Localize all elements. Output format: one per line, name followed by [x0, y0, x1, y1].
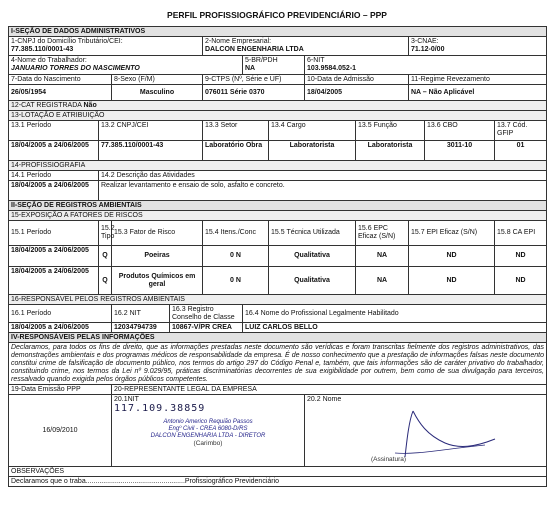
shift-regime-value: NA – Não Aplicável — [409, 85, 547, 101]
exp-row2-epi: ND — [409, 267, 495, 295]
signature-mark — [335, 409, 505, 459]
lot-col-periodo: 13.1 Período — [9, 121, 99, 141]
exp-col-fator: 15.3 Fator de Risco — [112, 221, 203, 246]
lot-cbo: 3011-10 — [425, 141, 495, 161]
observacoes-text: Declaramos que o traba...................................................Profissiográfico Previdenciário — [9, 477, 547, 487]
exp-row2-itens: 0 N — [203, 267, 269, 295]
cnpj-field: 1-CNPJ do Domicílio Tributário/CEI: 77.385.110/0001-43 — [9, 37, 203, 56]
ctps-label: 9-CTPS (Nº, Série e UF) — [203, 75, 305, 85]
admission-value: 18/04/2005 — [305, 85, 409, 101]
exp-col-epc: 15.6 EPC Eficaz (S/N) — [356, 221, 409, 246]
exp-row1-epi: ND — [409, 246, 495, 267]
prof-periodo: 18/04/2005 a 24/06/2005 — [9, 181, 99, 201]
lot-col-funcao: 13.5 Função — [356, 121, 425, 141]
exp-col-tipo: 15.2 Tipo — [99, 221, 112, 246]
exp-col-itens: 15.4 Itens./Conc — [203, 221, 269, 246]
lot-funcao: Laboratorista — [356, 141, 425, 161]
exp-row1-epc: NA — [356, 246, 409, 267]
lot-col-cnpj: 13.2 CNPJ/CEI — [99, 121, 203, 141]
rep-nit-value: 117.109.38859 — [114, 402, 206, 414]
company-stamp: Antonio Americo Requião Passos Engº Civil - CREA 6080-D/RS DALCON ENGENHARIA LTDA - DIRETOR — [150, 418, 266, 439]
section-2-header: II-SEÇÃO DE REGISTROS AMBIENTAIS — [9, 201, 547, 211]
worker-name-field: 4-Nome do Trabalhador: JANUARIO TORRES DO NASCIMENTO — [9, 56, 243, 75]
lot-periodo: 18/04/2005 a 24/06/2005 — [9, 141, 99, 161]
resp-registro: 10867-V/PR CREA — [170, 323, 243, 333]
exp-row1-itens: 0 N — [203, 246, 269, 267]
declaration-text: Declaramos, para todos os fins de direito, que as informações prestadas neste documento são verídicas e foram transcritas fielmente dos registros administrativos, das demonstrações ambientais e dos programas médicos de responsabilidade da empresa. É de nosso conhecimento que a prestação de informações falsas neste documento constitui crime de falsificação de documento público, nos termos do artigo 297 do Código Penal e, também, que tais informações são de caráter privativo do trabalhador, constituindo crime, nos termos da Lei nº 9.029/95, práticas discriminatórias decorrentes de sua exigibilidade por outrem, bem como de sua divulgação para terceiros, ressalvado quando exigida pelos órgãos públicos competentes. — [9, 343, 547, 385]
lotacao-header: 13-LOTAÇÃO E ATRIBUIÇÃO — [9, 111, 547, 121]
emission-date-value: 16/09/2010 — [9, 395, 112, 467]
profissiografia-header: 14-PROFISSIOGRAFIA — [9, 161, 547, 171]
exp-row1-tipo: Q — [99, 246, 112, 267]
lot-col-gfip: 13.7 Cód. GFIP — [495, 121, 547, 141]
legal-rep-label: 20-REPRESENTANTE LEGAL DA EMPRESA — [112, 385, 547, 395]
exp-row2-ca: ND — [495, 267, 547, 295]
exp-row2-tipo: Q — [99, 267, 112, 295]
exp-row1-tecnica: Qualitativa — [269, 246, 356, 267]
resp-col-nome: 16.4 Nome do Profissional Legalmente Habilitado — [243, 305, 547, 323]
lot-cargo: Laboratorista — [269, 141, 356, 161]
lot-setor: Laboratório Obra — [203, 141, 269, 161]
carimbo-caption: (Carimbo) — [193, 439, 223, 447]
nit-field: 6-NIT 103.9584.052-1 — [305, 56, 547, 75]
exp-col-epi: 15.7 EPI Eficaz (S/N) — [409, 221, 495, 246]
exp-col-ca: 15.8 CA EPI — [495, 221, 547, 246]
prof-descricao: Realizar levantamento e ensaio de solo, asfalto e concreto. — [99, 181, 547, 201]
cnae-field: 3-CNAE: 71.12-0/00 — [409, 37, 547, 56]
rep-name-cell: 20.2 Nome (Assinatura) — [305, 395, 547, 467]
resp-periodo: 18/04/2005 a 24/06/2005 — [9, 323, 112, 333]
lot-col-cargo: 13.4 Cargo — [269, 121, 356, 141]
resp-col-periodo: 16.1 Período — [9, 305, 112, 323]
lot-gfip: 01 — [495, 141, 547, 161]
exposicao-header: 15-EXPOSIÇÃO A FATORES DE RISCOS — [9, 211, 547, 221]
br-pdh-field: 5-BR/PDH NA — [243, 56, 305, 75]
assinatura-caption: (Assinatura) — [371, 456, 407, 463]
exp-col-tecnica: 15.5 Técnica Utilizada — [269, 221, 356, 246]
prof-col-periodo: 14.1 Período — [9, 171, 99, 181]
resp-nit: 12034794739 — [112, 323, 170, 333]
exp-col-periodo: 15.1 Período — [9, 221, 99, 246]
rep-nit-cell: 20.1NIT 117.109.38859 Antonio Americo Requião Passos Engº Civil - CREA 6080-D/RS DALCON ENGENHARIA LTDA - DIRETOR (Carimbo) — [112, 395, 305, 467]
lot-col-setor: 13.3 Setor — [203, 121, 269, 141]
sex-label: 8-Sexo (F/M) — [112, 75, 203, 85]
resp-col-nit: 16.2 NIT — [112, 305, 170, 323]
resp-nome: LUIZ CARLOS BELLO — [243, 323, 547, 333]
shift-regime-label: 11-Regime Revezamento — [409, 75, 547, 85]
cat-field: 12-CAT REGISTRADA Não — [9, 101, 547, 111]
section-4-header: IV-RESPONSÁVEIS PELAS INFORMAÇÕES — [9, 333, 547, 343]
exp-row2-tecnica: Qualitativa — [269, 267, 356, 295]
observacoes-header: OBSERVAÇÕES — [9, 467, 547, 477]
exp-row1-fator: Poeiras — [112, 246, 203, 267]
emission-date-label: 19-Data Emissão PPP — [9, 385, 112, 395]
page-title: PERFIL PROFISSIOGRÁFICO PREVIDENCIÁRIO – PPP — [167, 10, 387, 20]
exp-row2-fator: Produtos Químicos em geral — [112, 267, 203, 295]
birth-date-label: 7-Data do Nascimento — [9, 75, 112, 85]
company-name-field: 2-Nome Empresarial: DALCON ENGENHARIA LTDA — [203, 37, 409, 56]
exp-row1-ca: ND — [495, 246, 547, 267]
responsavel-header: 16-RESPONSÁVEL PELOS REGISTROS AMBIENTAIS — [9, 295, 547, 305]
lot-col-cbo: 13.6 CBO — [425, 121, 495, 141]
exp-row1-periodo: 18/04/2005 a 24/06/2005 — [9, 246, 99, 267]
admission-label: 10-Data de Admissão — [305, 75, 409, 85]
birth-date-value: 26/05/1954 — [9, 85, 112, 101]
ppp-form — [8, 26, 547, 487]
lot-cnpj: 77.385.110/0001-43 — [99, 141, 203, 161]
section-1-header: I-SEÇÃO DE DADOS ADMINISTRATIVOS — [9, 27, 547, 37]
sex-value: Masculino — [112, 85, 203, 101]
ctps-value: 076011 Série 0370 — [203, 85, 305, 101]
prof-col-descricao: 14.2 Descrição das Atividades — [99, 171, 547, 181]
resp-col-registro: 16.3 Registro Conselho de Classe — [170, 305, 243, 323]
exp-row2-periodo: 18/04/2005 a 24/06/2005 — [9, 267, 99, 295]
exp-row2-epc: NA — [356, 267, 409, 295]
